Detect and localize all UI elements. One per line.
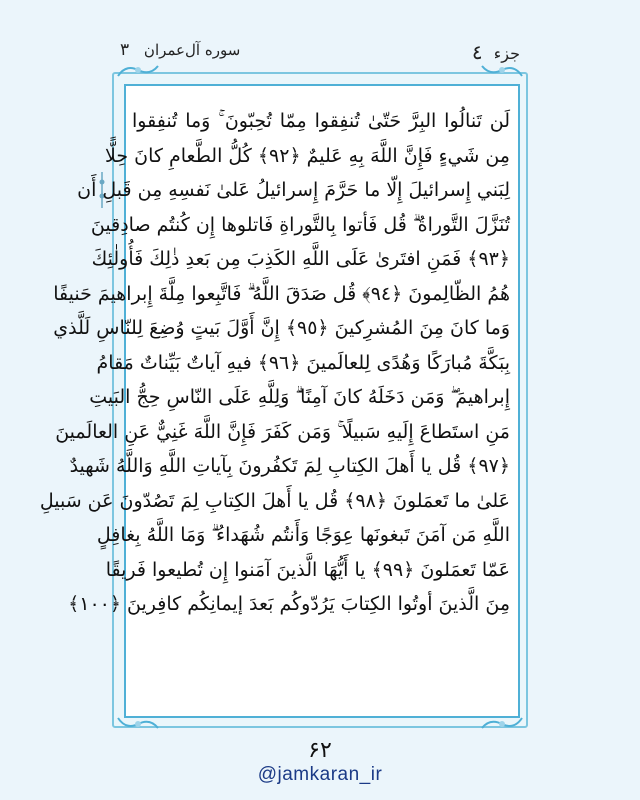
verse-lines [39, 104, 510, 622]
verse-line: لِبَني إِسرائيلَ إِلّا ما حَرَّمَ إِسرائيلُ عَلىٰ نَفسِهِ مِن قَبلِ أَن [77, 179, 510, 201]
page-number: ۶۲ [308, 738, 332, 763]
surah-indicator [120, 40, 240, 60]
verse-line: وَما كانَ مِنَ المُشرِكينَ ﴿٩٥﴾ إِنَّ أَوَّلَ بَيتٍ وُضِعَ لِلنّاسِ لَلَّذي [53, 317, 510, 339]
ornament-corner-icon [480, 62, 524, 78]
ornament-corner-icon [116, 62, 160, 78]
verse-line: بِبَكَّةَ مُبارَكًا وَهُدًى لِلعالَمينَ ﴿٩٦﴾ فيهِ آياتٌ بَيِّناتٌ مَقامُ [96, 351, 510, 374]
juz-number: ٤ [471, 40, 483, 64]
verse-line: مِنَ الَّذينَ أوتُوا الكِتابَ يَرُدّوكُم بَعدَ إيمانِكُم كافِرينَ ﴿١٠٠﴾ [68, 593, 510, 615]
verse-line: مِن شَيءٍ فَإِنَّ اللَّهَ بِهِ عَليمٌ ﴿٩٢﴾ كُلُّ الطَّعامِ كانَ حِلًّا [105, 144, 510, 167]
verse-line: تُنَزَّلَ التَّوراةُ ۗ قُل فَأتوا بِالتَّوراةِ فَاتلوها إِن كُنتُم صادِقينَ [90, 213, 510, 236]
verse-line: لَن تَنالُوا البِرَّ حَتّىٰ تُنفِقوا مِمّا تُحِبّونَ ۚ وَما تُنفِقوا [132, 110, 510, 132]
verse-line: عَمّا تَعمَلونَ ﴿٩٩﴾ يا أَيُّهَا الَّذينَ آمَنوا إِن تُطيعوا فَريقًا [105, 558, 510, 581]
ornament-corner-icon [480, 716, 524, 732]
page-header [120, 36, 520, 72]
surah-name: سوره آل‌عمران [143, 41, 241, 59]
surah-number: ۳ [120, 40, 130, 60]
verse-line: عَلىٰ ما تَعمَلونَ ﴿٩٨﴾ قُل يا أَهلَ الكِتابِ لِمَ تَصُدّونَ عَن سَبيلِ [39, 489, 510, 512]
juz-indicator [472, 40, 520, 64]
juz-label: جزء [493, 44, 520, 63]
verse-line: ﴿٩٣﴾ فَمَنِ افتَرىٰ عَلَى اللَّهِ الكَذِبَ مِن بَعدِ ذٰلِكَ فَأُولٰئِكَ [91, 248, 510, 270]
verse-line: مَنِ استَطاعَ إِلَيهِ سَبيلًا ۚ وَمَن كَفَرَ فَإِنَّ اللَّهَ غَنِيٌّ عَنِ العالَمينَ [55, 420, 510, 443]
verse-line: هُمُ الظّالِمونَ ﴿٩٤﴾ قُل صَدَقَ اللَّهُ ۗ فَاتَّبِعوا مِلَّةَ إِبراهيمَ حَنيفًا [53, 282, 510, 305]
verse-line: ﴿٩٧﴾ قُل يا أَهلَ الكِتابِ لِمَ تَكفُرونَ بِآياتِ اللَّهِ وَاللَّهُ شَهيدٌ [69, 455, 510, 477]
ornament-corner-icon [116, 716, 160, 732]
channel-handle[interactable]: @jamkaran_ir [257, 764, 383, 785]
verse-line: اللَّهِ مَن آمَنَ تَبغونَها عِوَجًا وَأَنتُم شُهَداءُ ۗ وَمَا اللَّهُ بِغافِلٍ [96, 524, 510, 546]
verse-line: إِبراهيمَ ۖ وَمَن دَخَلَهُ كانَ آمِنًا ۗ وَلِلَّهِ عَلَى النّاسِ حِجُّ البَيتِ [89, 386, 510, 408]
